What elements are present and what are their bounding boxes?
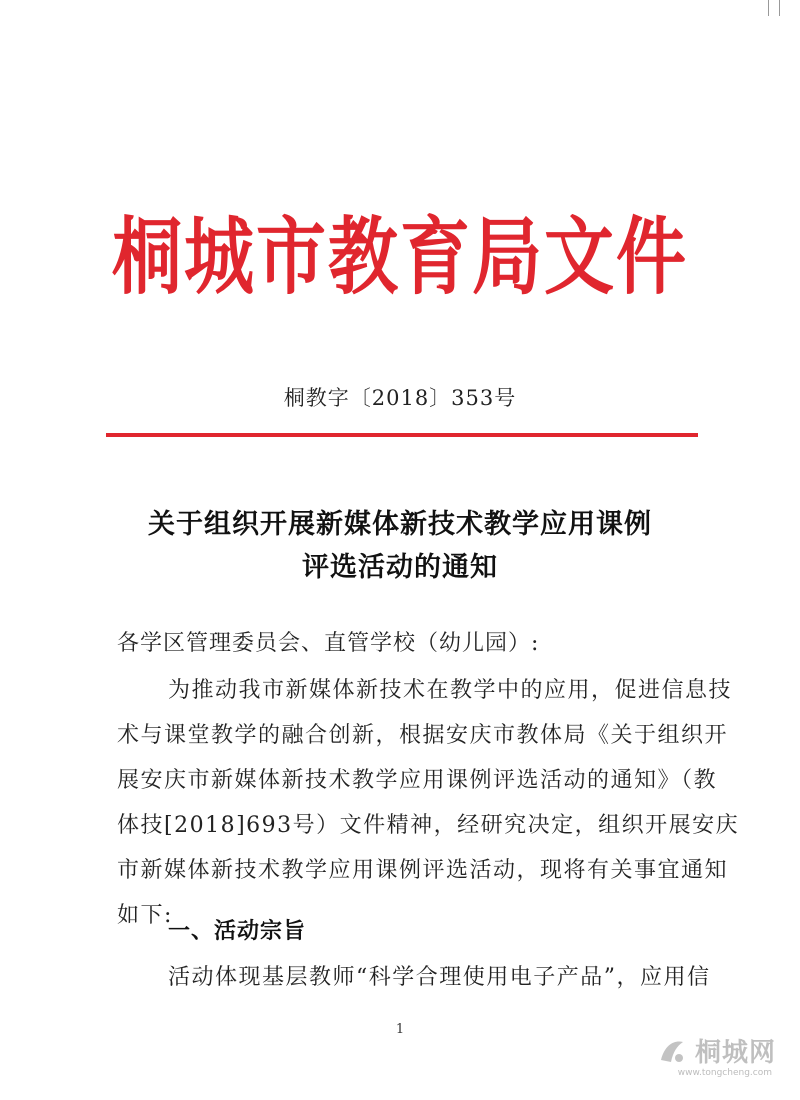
watermark-url: www.tongcheng.com (677, 1068, 772, 1078)
document-number: 桐教字〔2018〕353号 (283, 386, 517, 410)
site-watermark (655, 1032, 776, 1069)
document-header-title: 桐城市教育局文件 (112, 206, 688, 307)
scan-corner-mark (768, 0, 780, 16)
body-line: 术与课堂教学的融合创新，根据安庆市教体局《关于组织开 (117, 723, 729, 748)
body-line: 为推动我市新媒体新技术在教学中的应用，促进信息技 (168, 678, 733, 703)
notice-title-line-2: 评选活动的通知 (302, 552, 498, 583)
notice-title-line-1: 关于组织开展新媒体新技术教学应用课例 (148, 509, 652, 540)
body-line: 市新媒体新技术教学应用课例评选活动，现将有关事宜通知 (117, 858, 729, 883)
watermark-text: 桐城网 (694, 1038, 776, 1068)
page-number: 1 (395, 1022, 405, 1037)
body-line: 如下: (117, 903, 173, 928)
section-heading: 一、活动宗旨 (168, 919, 307, 944)
body-line: 展安庆市新媒体新技术教学应用课例评选活动的通知》（教 (117, 768, 718, 793)
header-red-rule (106, 433, 698, 437)
salutation: 各学区管理委员会、直管学校（幼儿园）: (117, 631, 540, 656)
watermark-logo-icon (655, 1034, 689, 1068)
body-line: 活动体现基层教师“科学合理使用电子产品”，应用信 (168, 965, 711, 990)
body-line: 体技[2018]693号）文件精神，经研究决定，组织开展安庆 (117, 813, 740, 838)
